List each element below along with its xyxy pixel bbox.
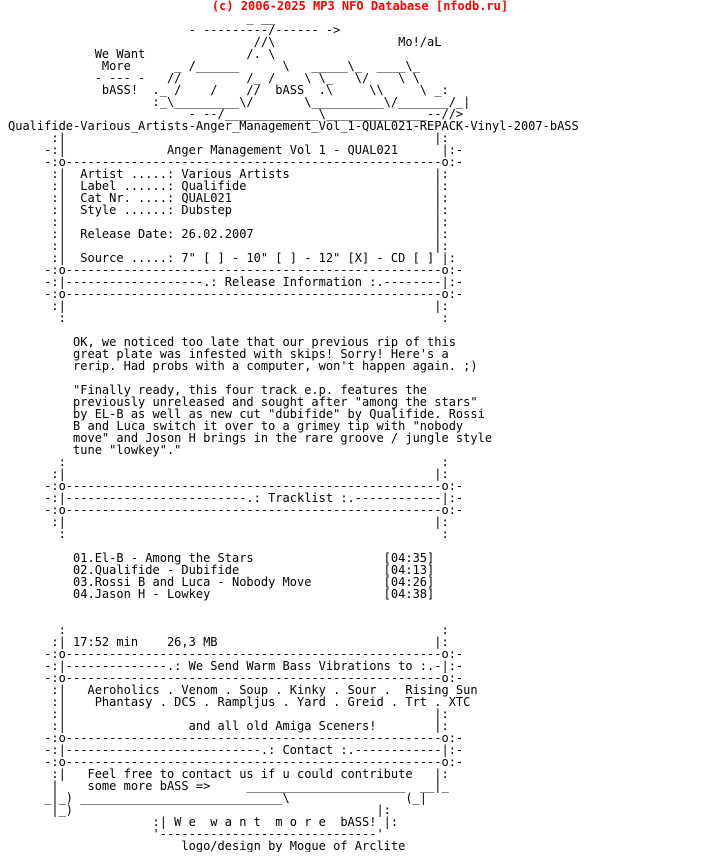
nfo-line: :| Cat Nr. ....: QUAL021 |: xyxy=(8,191,449,205)
nfo-line: -:|---------------------------.: Contact :.------------|:- xyxy=(8,743,464,757)
nfo-line: -:o----------------------------------------------------o:- xyxy=(8,755,464,769)
nfo-line: //\ Mo!/aL xyxy=(8,35,442,49)
nfo-line: :| Style ......: Dubstep |: xyxy=(8,203,449,217)
nfo-line: :| Label ......: Qualifide |: xyxy=(8,179,449,193)
nfo-line: :| |: xyxy=(8,239,449,253)
nfo-line: :| |: xyxy=(8,515,449,529)
nfo-line: -:| Anger Management Vol 1 - QUAL021 |:- xyxy=(8,143,464,157)
nfo-line: - ---------/------ -> xyxy=(8,23,341,37)
nfo-line: :| 17:52 min 26,3 MB |: xyxy=(8,635,449,649)
nfo-line: :| Release Date: 26.02.2007 |: xyxy=(8,227,449,241)
nfo-line: :| |: xyxy=(8,299,449,313)
nfo-line: great plate was infested with skips! Sorry! Here's a xyxy=(8,347,449,361)
nfo-line: -:|--------------.: We Send Warm Bass Vibrations to :.-|:- xyxy=(8,659,464,673)
nfo-line: :| Source .....: 7" [ ] - 10" [ ] - 12" [X] - CD [ ] |: xyxy=(8,251,456,265)
nfo-line: :| Phantasy . DCS . Rampljus . Yard . Greid . Trt . XTC xyxy=(8,695,471,709)
nfo-line: 02.Qualifide - Dubifide [04:13] xyxy=(8,563,435,577)
nfo-line: | some more bASS => ______________________ __|_ xyxy=(8,779,449,793)
nfo-line: 04.Jason H - Lowkey [04:38] xyxy=(8,587,435,601)
nfo-line: Qualifide-Various_Artists-Anger_Management_Vol_1-QUAL021-REPACK-Vinyl-2007-bASS xyxy=(8,119,579,133)
nfo-line: : : xyxy=(8,527,449,541)
nfo-line: -:o----------------------------------------------------o:- xyxy=(8,503,464,517)
nfo-line: B and Luca switch it over to a grimey tip with "nobody xyxy=(8,419,464,433)
nfo-line: :| W e w a n t m o r e bASS! |: xyxy=(8,815,399,829)
nfo-line: _ __ xyxy=(8,12,276,25)
nfo-line: :_\_________\/ \__________\/_______/_| xyxy=(8,95,471,109)
nfo-line: :| |: xyxy=(8,215,449,229)
site-header-title: (c) 2006-2025 MP3 NFO Database [nfodb.ru] xyxy=(211,0,509,13)
nfo-line: -:o----------------------------------------------------o:- xyxy=(8,479,464,493)
nfo-line: - --- - // /_ / \ \_ \/ \ \ xyxy=(8,71,420,85)
nfo-line: logo/design by Mogue of Arclite xyxy=(8,839,406,852)
nfo-line: 03.Rossi B and Luca - Nobody Move [04:26] xyxy=(8,575,435,589)
nfo-line: : : xyxy=(8,311,449,325)
nfo-line: |_) |: xyxy=(8,803,391,817)
nfo-line: -:o----------------------------------------------------o:- xyxy=(8,671,464,685)
nfo-line: -:|-------------------------.: Tracklist :.------------|:- xyxy=(8,491,464,505)
nfo-line: : : xyxy=(8,455,449,469)
nfo-line: :| |: xyxy=(8,131,449,145)
nfo-line: :| and all old Amiga Sceners! |: xyxy=(8,719,449,733)
nfo-line: We Want /. \ xyxy=(8,47,276,61)
nfo-line: -:|-------------------.: Release Information :.--------|:- xyxy=(8,275,464,289)
nfo-line: :| Aeroholics . Venom . Soup . Kinky . Sour . Rising Sun xyxy=(8,683,478,697)
nfo-line: - --/_____________\______________--//> xyxy=(8,107,464,121)
nfo-line: -:o----------------------------------------------------o:- xyxy=(8,647,464,661)
nfo-line: :| Artist .....: Various Artists |: xyxy=(8,167,449,181)
nfo-line: : : xyxy=(8,623,449,637)
nfo-line: rerip. Had probs with a computer, won't happen again. ;) xyxy=(8,359,478,373)
nfo-line: "Finally ready, this four track e.p. features the xyxy=(8,383,428,397)
nfo-line: :| Feel free to contact us if u could contribute |: xyxy=(8,767,449,781)
nfo-line: bASS! ._ / / // bASS .\ \\ \ _: xyxy=(8,83,449,97)
nfo-line: previously unreleased and sought after "among the stars" xyxy=(8,395,478,409)
nfo-line: 01.El-B - Among the Stars [04:35] xyxy=(8,551,435,565)
nfo-line: _|_) ____________________________\ (_| xyxy=(8,791,428,805)
nfo-line: tune "lowkey"." xyxy=(8,443,182,457)
nfo-ascii-art xyxy=(8,12,720,852)
nfo-line: -:o----------------------------------------------------o:- xyxy=(8,287,464,301)
nfo-line: -:o----------------------------------------------------o:- xyxy=(8,155,464,169)
nfo-line: More _ /______ \ _____\_ ____\_ xyxy=(8,59,420,73)
nfo-line: by EL-B as well as new cut "dubifide" by Qualifide. Rossi xyxy=(8,407,485,421)
nfo-line: move" and Joson H brings in the rare groove / jungle style xyxy=(8,431,493,445)
nfo-line: -:o----------------------------------------------------o:- xyxy=(8,731,464,745)
nfo-line: :| |: xyxy=(8,707,449,721)
nfo-line: '------------------------------' xyxy=(8,827,384,841)
nfo-line: -:o----------------------------------------------------o:- xyxy=(8,263,464,277)
nfo-line: OK, we noticed too late that our previous rip of this xyxy=(8,335,456,349)
nfo-line: :| |: xyxy=(8,467,449,481)
